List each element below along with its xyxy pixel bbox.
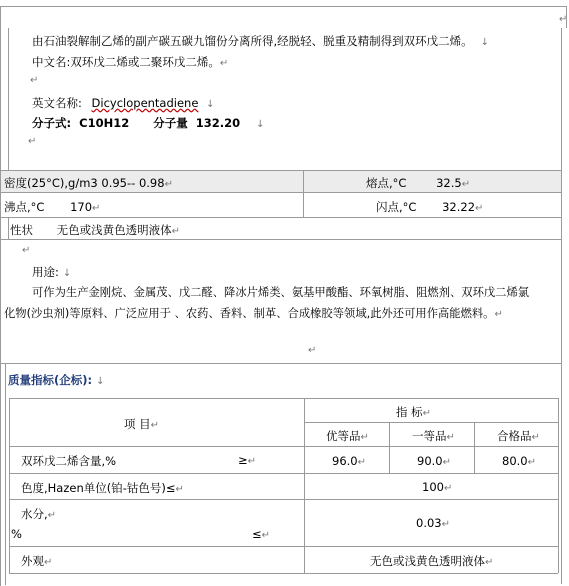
grade-header-excellent: 优等品↵ — [326, 429, 369, 443]
intro-line-2: 中文名:双环戊二烯或二聚环戊二烯。↵ — [32, 55, 229, 69]
row-water-unit: % — [11, 527, 22, 541]
melting-point: 熔点,°C 32.5↵ — [366, 176, 471, 190]
row-appearance-value: 无色或浅黄色透明液体↵ — [370, 554, 494, 568]
nature-row: 性状 无色或浅黄色透明液体↵ — [10, 223, 181, 237]
row-water-operator: ≤↵ — [252, 527, 271, 541]
usage-title: 用途: ↓ — [32, 265, 72, 279]
row-dcpd-content-operator: ≥↵ — [238, 453, 257, 467]
formula-line: 分子式: C10H12 分子量 132.20 ↓ — [32, 116, 265, 130]
value-first: 90.0↵ — [417, 454, 451, 468]
para-mark: ↵ — [308, 345, 317, 356]
usage-line-1: 可作为生产金刚烷、金属茂、戊二醛、降冰片烯类、氨基甲酸酯、环氧树脂、阻燃剂、双环戊二烯氯 — [32, 286, 530, 299]
column-header-index: 指 标↵ — [396, 405, 432, 419]
intro-line-1: 由石油裂解制乙烯的副产碳五碳九馏份分离所得,经脱轻、脱重及精制得到双环戊二烯。 ↓ — [32, 34, 490, 48]
row-dcpd-content-label: 双环戊二烯含量,% — [21, 454, 117, 468]
flash-point: 闪点,°C 32.22↵ — [376, 200, 484, 214]
column-header-item: 项 目↵ — [124, 417, 160, 431]
para-mark: ↵ — [30, 75, 39, 86]
row-color-label: 色度,Hazen单位(铂-钴色号)≤↵ — [21, 481, 184, 495]
row-appearance-label: 外观↵ — [21, 554, 53, 568]
usage-line-2: 化物(沙虫剂)等原料、广泛应用于 、农药、香料、制革、合成橡胶等领域,此外还可用作高能燃料。↵ — [4, 307, 503, 320]
density-label: 密度(25°C),g/m3 0.95-- 0.98↵ — [4, 176, 173, 190]
para-mark: ↵ — [28, 136, 37, 147]
para-mark: ↵ — [559, 14, 568, 25]
quality-title: 质量指标(企标): ↓ — [8, 373, 105, 387]
grade-header-qualified: 合格品↵ — [497, 429, 540, 443]
value-qualified: 80.0↵ — [502, 454, 536, 468]
english-name: 英文名称: Dicyclopentadiene ↓ — [32, 96, 215, 110]
row-water-value: 0.03↵ — [416, 516, 450, 530]
value-excellent: 96.0↵ — [332, 454, 366, 468]
para-mark: ↵ — [22, 245, 31, 256]
grade-header-first: 一等品↵ — [412, 429, 455, 443]
row-color-value: 100↵ — [422, 480, 453, 494]
row-water-label: 水分,↵ — [21, 507, 57, 521]
boiling-point: 沸点,°C 170↵ — [4, 200, 101, 214]
